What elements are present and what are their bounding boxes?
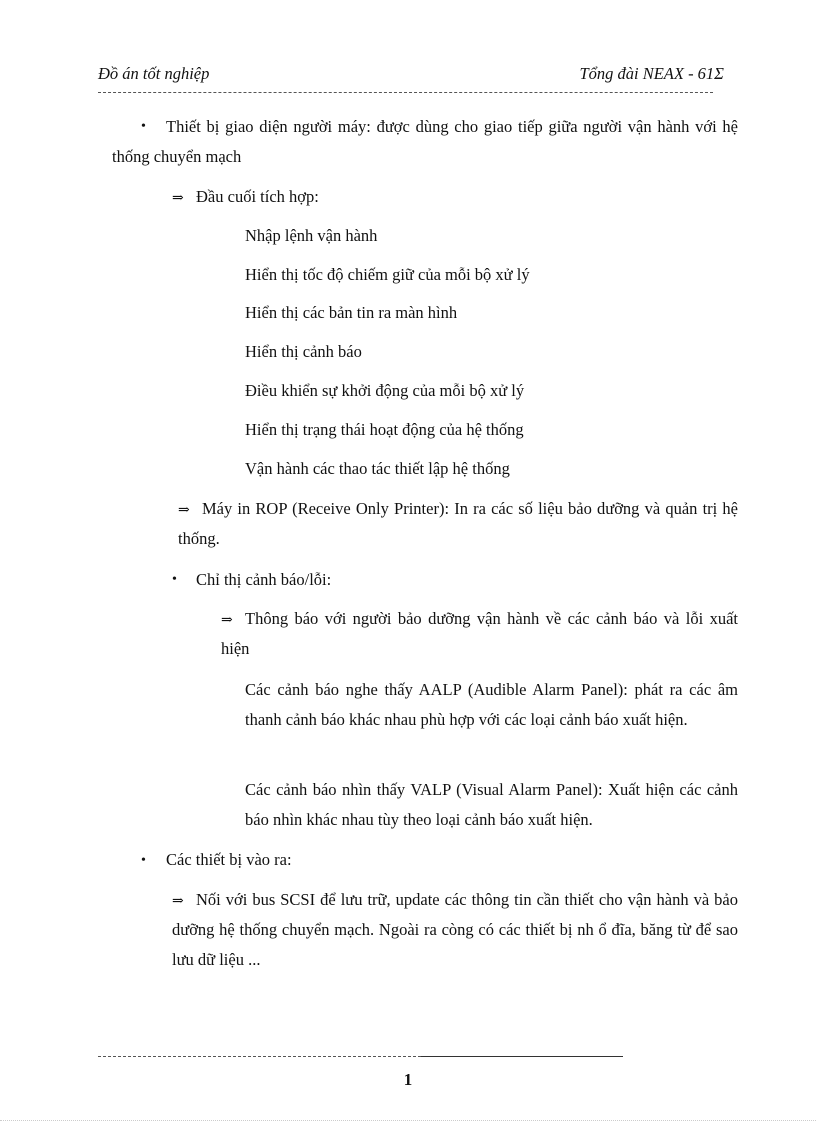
arrow-icon: ⇒ [172, 894, 184, 909]
list-item: Điều khiển sự khởi động của mỗi bộ xử lý [245, 381, 525, 400]
list-item: Nhập lệnh vận hành [245, 226, 378, 245]
header-document-title: Đồ án tốt nghiệp [98, 64, 210, 83]
list-item: Hiển thị tốc độ chiếm giữ của mỗi bộ xử lý [245, 265, 530, 284]
bullet-icon: • [141, 119, 146, 134]
footer-divider-dashed [98, 1056, 421, 1057]
footer-divider-solid [421, 1056, 623, 1057]
paragraph-io-detail: Nối với bus SCSI để lưu trữ, update các thông tin cần thiết cho vận hành và bảo dưỡng hệ thống chuyển mạch. Ngoài ra còng có các thiết bị nh ổ đĩa, băng từ để sao lưu dữ liệu ... [172, 890, 738, 969]
paragraph-valp: Các cảnh báo nhìn thấy VALP (Visual Alarm Panel): Xuất hiện các cảnh báo nhìn khác nhau tùy theo loại cảnh báo xuất hiện. [245, 780, 738, 829]
arrow-icon: ⇒ [172, 191, 184, 206]
list-item: Hiển thị các bản tin ra màn hình [245, 303, 458, 322]
paragraph-rop-printer: Máy in ROP (Receive Only Printer): In ra các số liệu bảo dưỡng và quản trị hệ thống. [178, 499, 738, 548]
bullet-icon: • [172, 572, 177, 587]
paragraph-aalp: Các cảnh báo nghe thấy AALP (Audible Alarm Panel): phát ra các âm thanh cảnh báo khác nhau phù hợp với các loại cảnh báo xuất hiện. [245, 680, 738, 729]
heading-alarm-indication: Chỉ thị cảnh báo/lỗi: [196, 570, 332, 589]
paragraph-hmi: Thiết bị giao diện người máy: được dùng cho giao tiếp giữa người vận hành với hệ thống chuyển mạch [112, 117, 738, 166]
list-item: Hiển thị cảnh báo [245, 342, 362, 361]
arrow-icon: ⇒ [178, 503, 190, 518]
header-chapter-title: Tổng đài NEAX - 61Σ [579, 64, 724, 83]
list-item: Hiển thị trạng thái hoạt động của hệ thống [245, 420, 524, 439]
page-bottom-border [0, 1120, 816, 1121]
heading-integrated-terminal: Đầu cuối tích hợp: [196, 187, 319, 206]
heading-io-devices: Các thiết bị vào ra: [166, 850, 292, 869]
paragraph-alarm-notice: Thông báo với người bảo dưỡng vận hành về các cảnh báo và lỗi xuất hiện [221, 609, 738, 658]
bullet-icon: • [141, 853, 146, 868]
header-divider [98, 92, 713, 93]
arrow-icon: ⇒ [221, 613, 233, 628]
page-number: 1 [403, 1070, 413, 1089]
list-item: Vận hành các thao tác thiết lập hệ thống [245, 459, 510, 478]
